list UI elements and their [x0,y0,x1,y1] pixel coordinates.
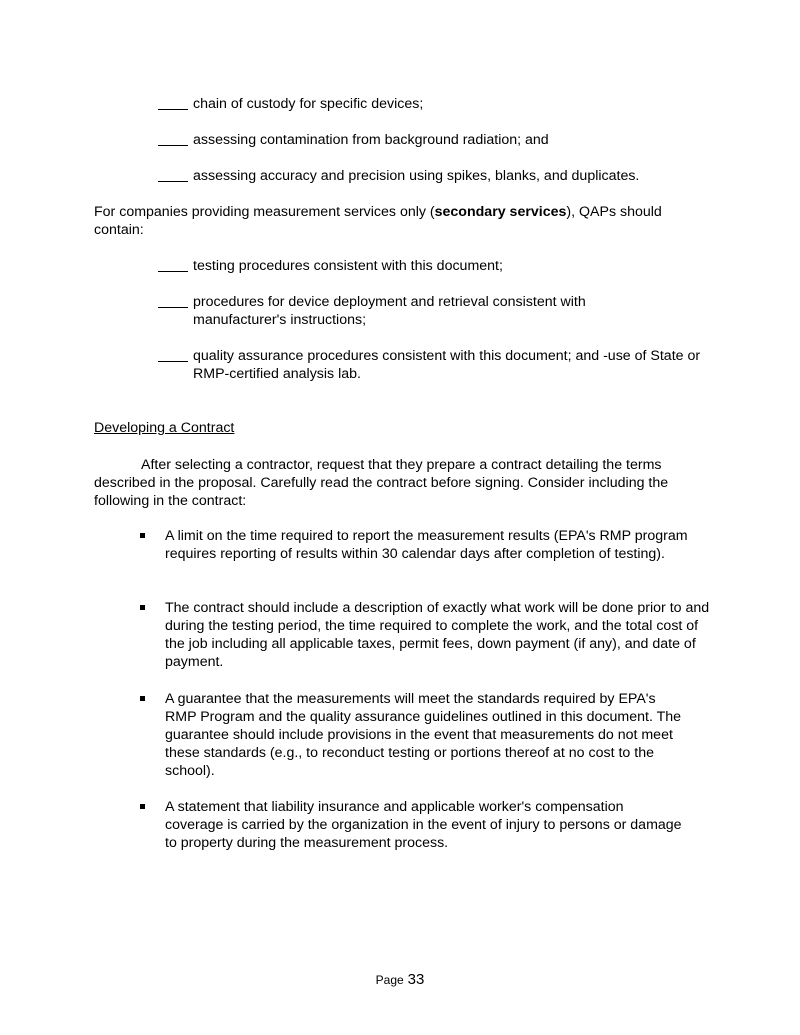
intro-text-before: For companies providing measurement services only ( [94,204,435,220]
intro-bold-term: secondary services [434,204,567,220]
bullet-text: A limit on the time required to report the measurement results (EPA's RMP program requires reporting of results within 30 calendar days after completion of testing). [165,528,688,562]
checklist-item [158,95,718,113]
bullet-text: The contract should include a description of exactly what work will be done prior to and during the testing period, the time required to complete the work, and the total cost of the job including all applicable taxes, permit fees, down payment (if any), and date of payment. [165,600,710,670]
checklist-text: quality assurance procedures consistent with this document; and -use of State or RMP-certified analysis lab. [193,348,701,382]
bullet-square-icon [140,533,145,538]
bullet-square-icon [140,804,145,809]
contract-intro-paragraph: After selecting a contractor, request that they prepare a contract detailing the terms described in the proposal. Carefully read the contract before signing. Consider including the following in the contract: [94,457,669,509]
intro-text-after: ), QAPs should contain: [94,204,662,238]
bullet-square-icon [140,696,145,701]
secondary-services-intro [94,203,694,239]
checklist-item [158,167,718,185]
page-footer [0,971,800,989]
checklist-text: chain of custody for specific devices; [193,96,424,112]
checkbox-blank [158,97,188,110]
bullet-item [140,690,710,780]
checkbox-blank [158,295,188,308]
bullet-text: A guarantee that the measurements will meet the standards required by EPA's RMP Program and the quality assurance guidelines outlined in this document. The guarantee should include provisions in the event that measurements do not meet these standards (e.g., to reconduct testing or portions thereof at no cost to the school). [165,691,682,779]
checkbox-blank [158,169,188,182]
page-number: 33 [407,971,425,988]
bullet-item [140,599,710,671]
checklist-text: assessing contamination from background radiation; and [193,132,549,148]
checklist-item [158,131,718,149]
bullet-item [140,798,710,852]
checkbox-blank [158,259,188,272]
bullet-text: A statement that liability insurance and applicable worker's compensation coverage is carried by the organization in the event of injury to persons or damage to property during the measurement process. [165,799,682,851]
checkbox-blank [158,133,188,146]
page-label: Page [375,973,404,987]
checklist-item [158,257,718,275]
checklist-item [158,293,718,329]
bullet-square-icon [140,605,145,610]
checklist-item [158,347,718,383]
checkbox-blank [158,349,188,362]
checklist-text: procedures for device deployment and retrieval consistent with manufacturer's instructions; [193,294,586,328]
checklist-text: testing procedures consistent with this document; [193,258,503,274]
bullet-item [140,527,710,563]
checklist-text: assessing accuracy and precision using spikes, blanks, and duplicates. [193,168,640,184]
section-heading: Developing a Contract [94,420,235,436]
